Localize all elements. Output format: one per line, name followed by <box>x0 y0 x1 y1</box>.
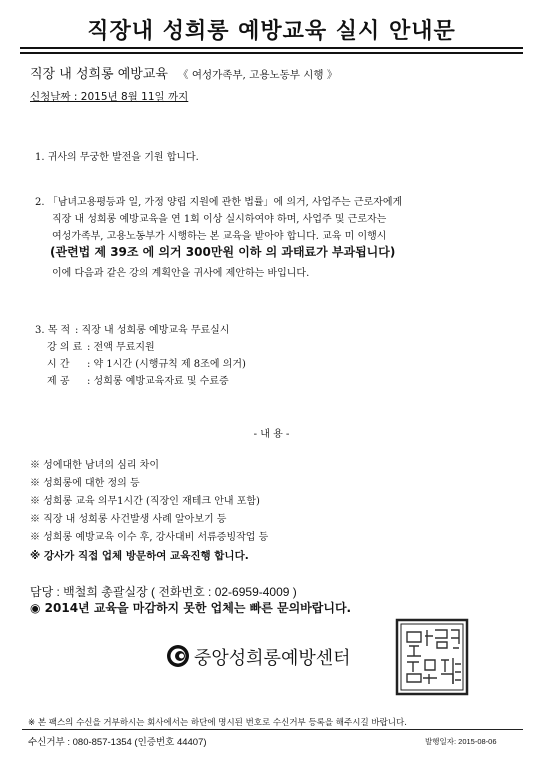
org-logo-icon <box>166 644 190 668</box>
info-provided-value: : 성희롱 예방교육자료 및 수료증 <box>87 376 229 387</box>
content-heading: - 내 용 - <box>253 429 290 440</box>
info-provided <box>47 372 229 387</box>
document-title: 직장내 성희롱 예방교육 실시 안내문 <box>87 19 456 44</box>
paragraph-1: 1. 귀사의 무궁한 발전을 기원 합니다. <box>35 152 199 163</box>
optout-instruction: ※ 본 팩스의 수신을 거부하시는 회사에서는 하단에 명시된 번호로 수신거부 등록을 해주시길 바랍니다. <box>28 718 407 728</box>
info-purpose-label: 3. 목 적 <box>35 325 71 336</box>
info-fee <box>47 338 155 353</box>
subtitle-note: 《 여성가족부, 고용노동부 시행 》 <box>177 69 338 81</box>
info-time <box>47 355 246 370</box>
info-provided-label: 제 공 <box>47 376 70 387</box>
paragraph-2-line-2: 직장 내 성희롱 예방교육을 연 1회 이상 실시하여야 하며, 사업주 및 근로자는 <box>52 214 387 225</box>
info-fee-label: 강 의 료 <box>47 342 83 353</box>
content-item: ※ 성희롱 교육 의무1시간 (직장인 재테크 안내 포함) <box>30 496 260 507</box>
content-item: ※ 강사가 직접 업체 방문하여 교육진행 합니다. <box>30 550 249 562</box>
footer-divider <box>22 729 523 730</box>
official-seal-icon <box>395 618 469 696</box>
content-item: ※ 성에대한 남녀의 심리 차이 <box>30 460 159 471</box>
content-item: ※ 성희롱에 대한 정의 등 <box>30 478 140 489</box>
title-rule-top <box>20 47 523 49</box>
subtitle <box>30 63 337 82</box>
optout-number: 수신거부 : 080-857-1354 (인증번호 44407) <box>28 737 207 748</box>
subtitle-text: 직장 내 성희롱 예방교육 <box>30 67 168 82</box>
info-time-value: : 약 1시간 (시행규칙 제 8조에 의거) <box>87 359 246 370</box>
info-time-label: 시 간 <box>47 359 70 370</box>
info-purpose-value: : 직장 내 성희롱 예방교육 무료실시 <box>75 325 230 336</box>
deadline-notice: ◉ 2014년 교육을 마감하지 못한 업체는 빠른 문의바랍니다. <box>30 601 352 615</box>
deadline: 신청날짜 : 2015년 8월 11일 까지 <box>30 91 189 103</box>
title-rule-bottom <box>20 52 523 54</box>
paragraph-2-line-3: 여성가족부, 고용노동부가 시행하는 본 교육을 받아야 합니다. 교육 미 이행시 <box>52 231 387 242</box>
content-item: ※ 직장 내 성희롱 사건발생 사례 알아보기 등 <box>30 514 227 525</box>
contact-line: 담당 : 백철희 총괄실장 ( 전화번호 : 02-6959-4009 ) <box>30 585 297 599</box>
org-name: 중앙성희롱예방센터 <box>194 648 351 669</box>
content-item: ※ 성희롱 예방교육 이수 후, 강사대비 서류증빙작업 등 <box>30 532 269 543</box>
content-list <box>30 457 268 565</box>
penalty-notice: (관련법 제 39조 에 의거 300만원 이하 의 과태료가 부과됩니다) <box>50 245 396 259</box>
info-fee-value: : 전액 무료지원 <box>87 342 155 353</box>
issue-date: 발행일자: 2015-08-06 <box>425 737 497 746</box>
paragraph-2-line-4: 이에 다음과 같은 강의 계획안을 귀사에 제안하는 바입니다. <box>52 268 310 279</box>
paragraph-2-line-1: 2. 「남녀고용평등과 일, 가정 양립 지원에 관한 법률」에 의거, 사업주는 근로자에게 <box>35 197 403 208</box>
info-purpose <box>35 321 230 336</box>
